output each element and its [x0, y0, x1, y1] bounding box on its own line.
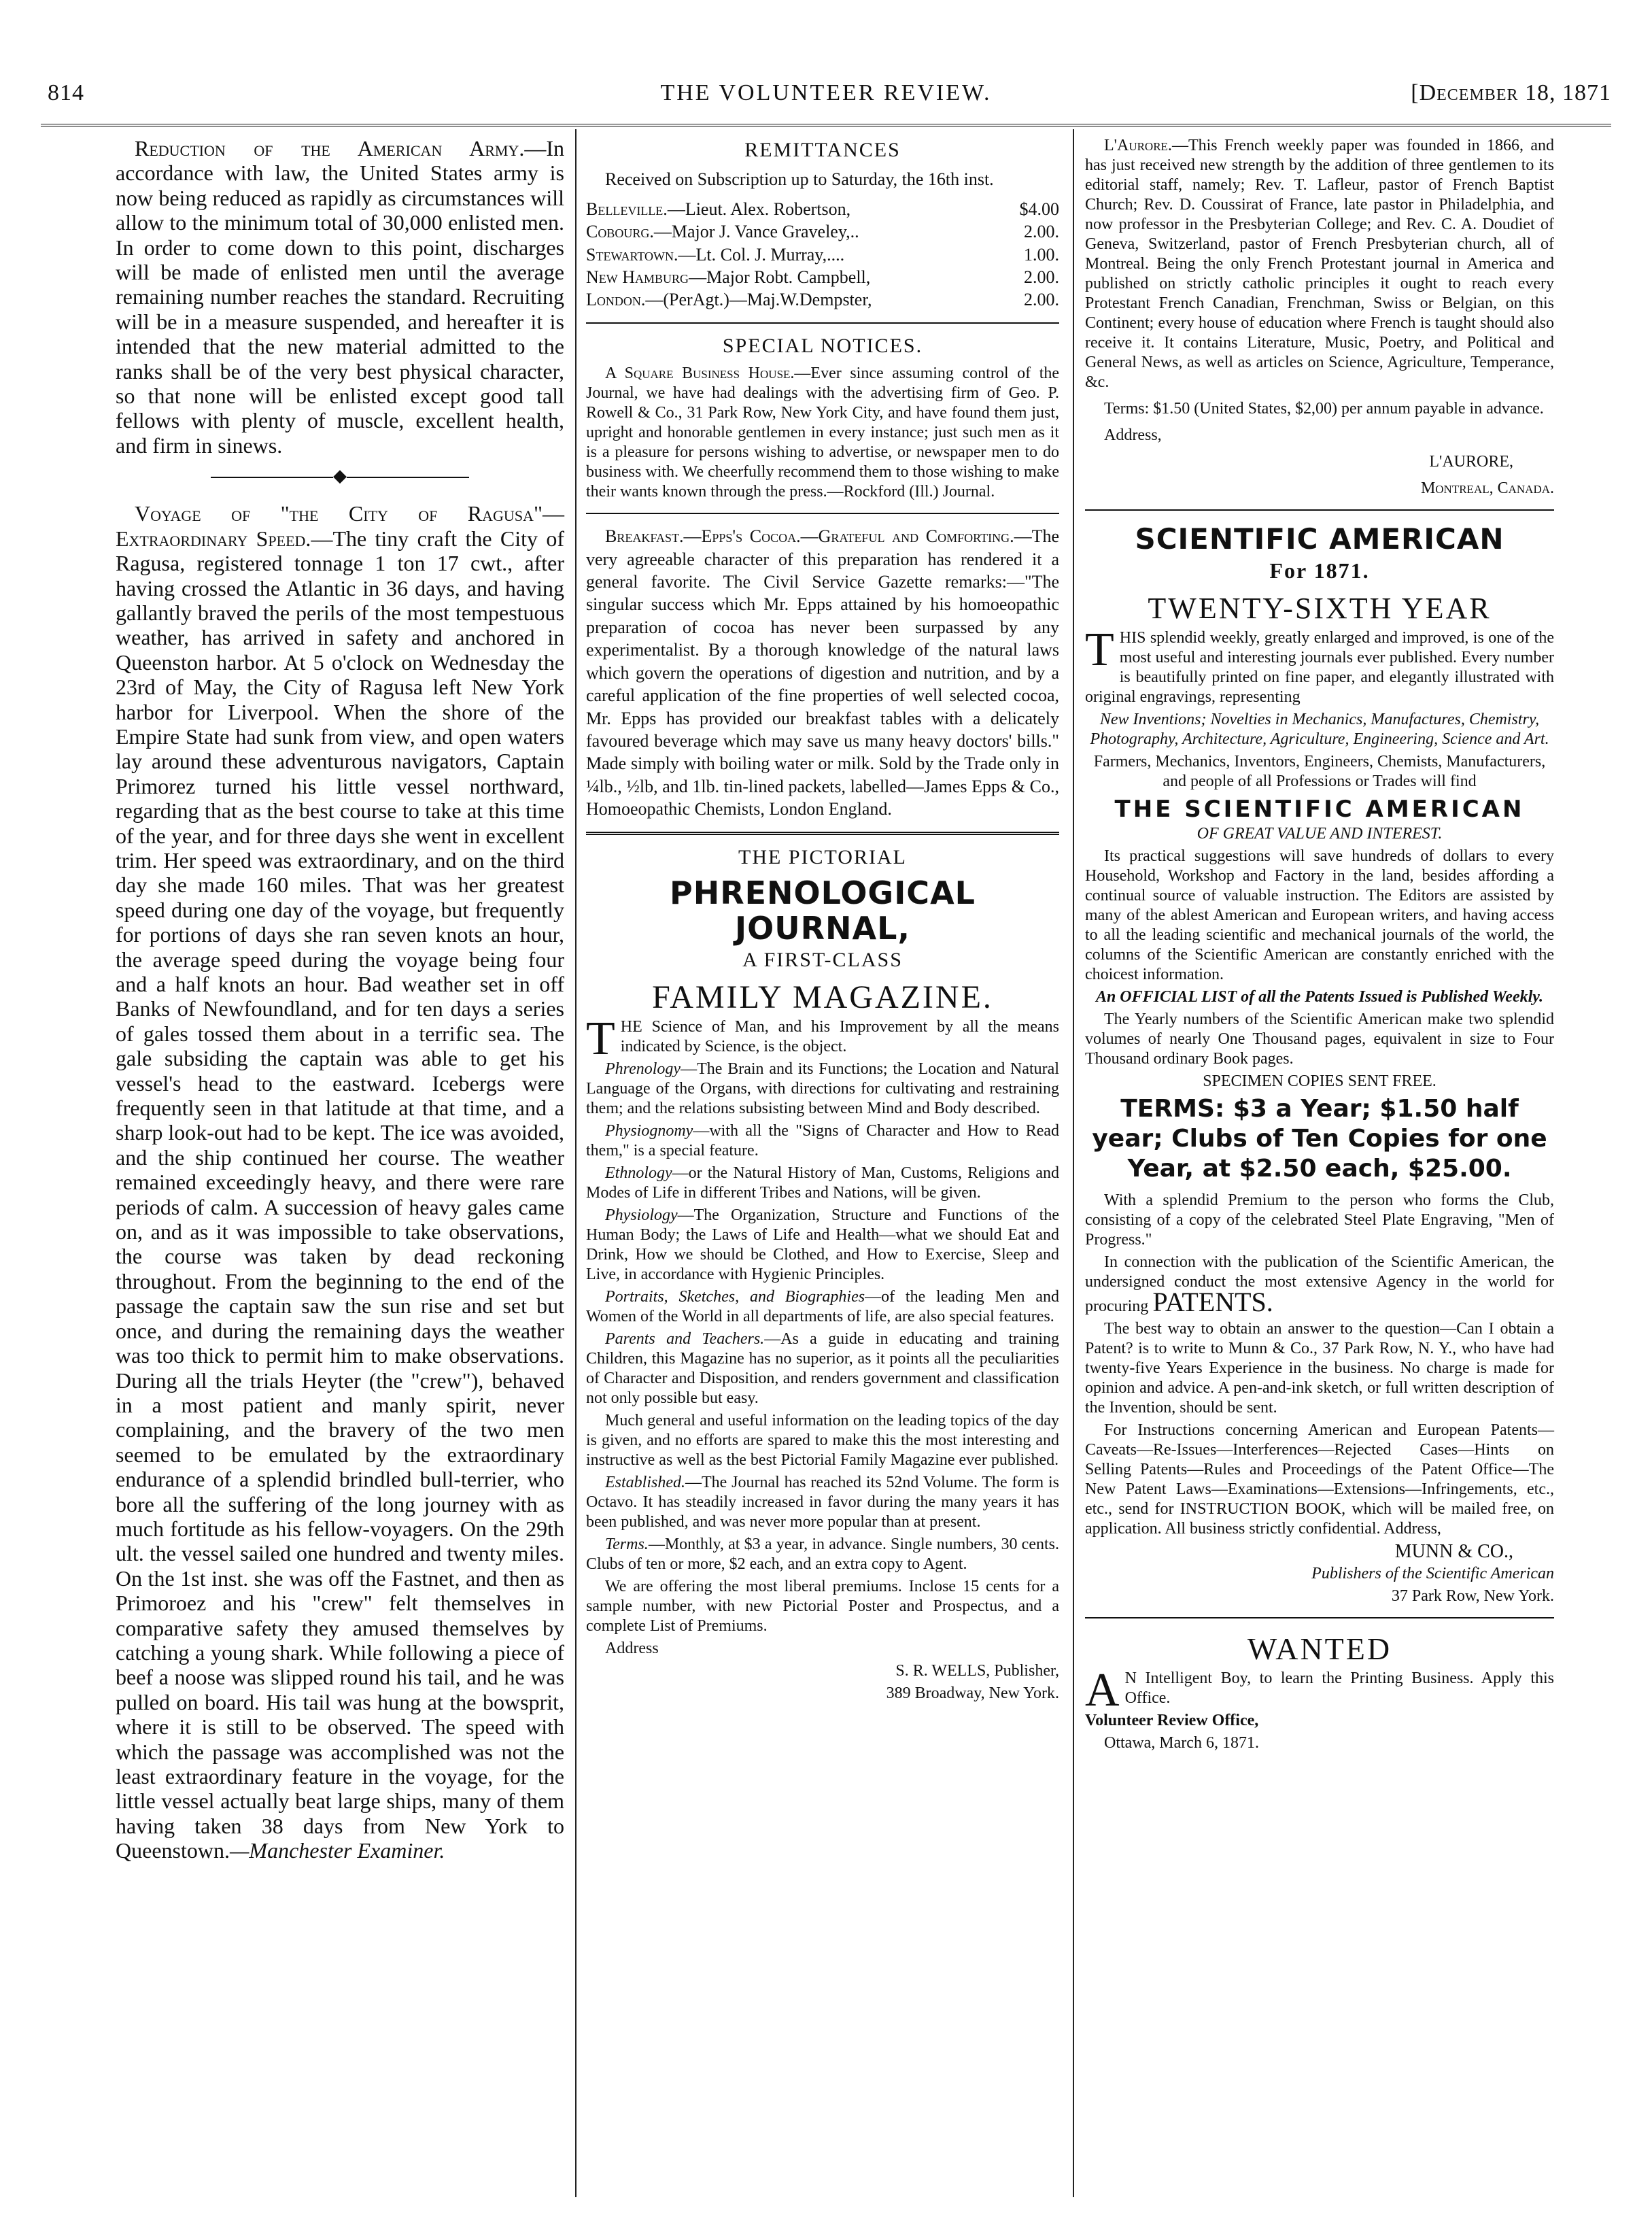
phreno-family: FAMILY MAGAZINE.: [652, 979, 993, 1016]
phreno-item: Physiognomy—with all the "Signs of Character and How to Read them," is a special feature.: [586, 1122, 1059, 1160]
remittance-row: [586, 198, 1059, 220]
phreno-sub: A FIRST-CLASS: [742, 948, 903, 971]
remittance-name: —Lt. Col. J. Murray,....: [678, 244, 845, 265]
sciam-title-2: THE SCIENTIFIC AMERICAN: [1114, 796, 1525, 824]
remittance-amount: 2.00.: [1024, 222, 1059, 242]
phreno-body: [586, 1013, 1059, 1703]
army-article: [116, 136, 564, 458]
notice-title: L'Aurore.: [1104, 137, 1172, 154]
phreno-terms: Terms.—Monthly, at $3 a year, in advance. Single numbers, 30 cents. Clubs of ten or more, $2 each, and an extra copy to Agent.: [586, 1536, 1059, 1574]
remittance-name: —Lieut. Alex. Robertson,: [667, 199, 851, 219]
notice-text: —The very agreeable character of this preparation has rendered it a general favorite. The Civil Service Gazette remarks:—"The singular success which Mr. Epps attained by his homoeopathic preparation of cocoa has never been surpassed by any experimentalist. By a thorough knowledge of the natural laws which govern the operations of digestion and nutrition, and by a careful application of the fine properties of well selected cocoa, Mr. Epps has provided our breakfast tables with a delicately favoured beverage which may save us many heavy doctors' bills." Made simply with boiling water or milk. Sold by the Trade only in ¼lb., ½lb, and 1lb. tin-lined packets, labelled—James Epps & Co., Homoeopathic Chemists, London England.: [586, 526, 1059, 819]
phreno-item: Portraits, Sketches, and Biographies—of the leading Men and Women of the World in all departments of life, are also special features.: [586, 1288, 1059, 1326]
wanted-title: WANTED: [1247, 1631, 1392, 1667]
sciam-specimen: SPECIMEN COPIES SENT FREE.: [1203, 1072, 1436, 1091]
divider: [1085, 1617, 1554, 1618]
notice-title: A Square Business House.: [605, 364, 795, 383]
article-text: —In accordance with law, the United States army is now being reduced as rapidly as circumstances will allow to the minimum total of 30,000 enlisted men. In order to come down to this point, discharges will be made of enlisted men until the average remaining number reaches the standard. Recruiting will be in a measure suspended, and hereafter it is intended that the new material admitted to the ranks shall be of the very best physical character, so that none will be enlisted except good tall fellows with plenty of muscle, excellent health, and firm in sinews.: [116, 136, 564, 458]
notice-text: —Ever since assuming control of the Journal, we have had dealings with the advertising firm of Geo. P. Rowell & Co., 31 Park Row, New York City, and have found them just, upright and honorable gentlemen in every instance; just such men as it is a pleasure for persons wishing to advertise, or newspaper men to do business with. We cheerfully recommend them to those wishing to make their wants known through the press.—Rockford (Ill.) Journal.: [586, 364, 1060, 501]
sciam-year: TWENTY-SIXTH YEAR: [1148, 592, 1492, 626]
sciam-body-2: [1085, 824, 1554, 1091]
phreno-intro: HE Science of Man, and his Improvement by all the means indicated by Science, is the object.: [620, 1018, 1059, 1056]
phreno-item: Ethnology—or the Natural History of Man, Customs, Religions and Modes of Life in different Tribes and Nations, will be given.: [586, 1164, 1059, 1202]
phreno-item: Physiology—The Organization, Structure and Functions of the Human Body; the Laws of Life and Health—what we should Eat and Drink, How we should be Clothed, and How to Exercise, Sleep and Live, in accordance with Hygienic Principles.: [586, 1206, 1059, 1284]
special-notices-heading: SPECIAL NOTICES.: [722, 334, 923, 357]
remittances-heading: REMITTANCES: [744, 139, 901, 161]
phreno-item: Phrenology—The Brain and its Functions; the Location and Natural Language of the Organs, with directions for cultivating and restraining them; and the relations subsisting between Mind and Body described.: [586, 1060, 1059, 1118]
sciam-instructions: For Instructions concerning American and European Patents—Caveats—Re-Issues—Interferences—Rejected Cases—Hints on Selling Patents—Rules and Proceedings of the Patent Office—The New Patent Laws—Examinations—Extensions—Infringements, etc., etc., send for INSTRUCTION BOOK, which will be mailed free, on application. All business strictly confidential. Address,: [1085, 1421, 1554, 1538]
drop-cap: A: [1085, 1664, 1120, 1717]
ornament-divider: ◆: [116, 467, 564, 485]
phreno-offer: We are offering the most liberal premiums. Inclose 15 cents for a sample number, with new Pictorial Poster and Prospectus, and a complete List of Premiums.: [586, 1578, 1059, 1635]
sciam-official: An OFFICIAL LIST of all the Patents Issued is Published Weekly.: [1095, 988, 1544, 1006]
square-business-notice: [586, 364, 1059, 502]
remittance-row: [586, 243, 1059, 266]
page-number: 814: [48, 80, 84, 105]
breakfast-notice: [586, 525, 1059, 820]
sciam-topics: New Inventions; Novelties in Mechanics, Manufactures, Chemistry, Photography, Architecture, Agriculture, Engineering, Science and Art.: [1090, 711, 1549, 749]
article-source: —Manchester Examiner.: [229, 1838, 445, 1863]
column-divider: [1073, 129, 1074, 2197]
phreno-publisher: S. R. WELLS, Publisher,: [895, 1662, 1059, 1680]
remittance-place: Cobourg.: [586, 222, 654, 242]
sciam-connection: In connection with the publication of the Scientific American, the undersigned conduct the most extensive Agency in the world for procuring PATENTS.: [1085, 1253, 1554, 1318]
phreno-much: Much general and useful information on the leading topics of the day is given, and no efforts are spared to make this the most interesting and instructive as well as the best Pictorial Family Magazine ever published.: [586, 1412, 1059, 1470]
remittance-row: [586, 288, 1059, 311]
divider: [1085, 509, 1554, 511]
phreno-established: Established.—The Journal has reached its 52nd Volume. The form is Octavo. It has steadily increased in favor during the many years it has been published, and was never more popular than at present.: [586, 1474, 1059, 1531]
divider: [586, 513, 1059, 514]
column-left: [116, 136, 564, 1870]
remittance-row: [586, 266, 1059, 288]
header-rule: [41, 124, 1611, 126]
munn-address: 37 Park Row, New York.: [1391, 1587, 1554, 1606]
sciam-body-3: [1085, 1191, 1554, 1606]
phreno-item: Parents and Teachers.—As a guide in educating and training Children, this Magazine has no superior, as it points all the peculiarities of Character and Disposition, and renders government and classification not only possible but easy.: [586, 1330, 1059, 1408]
phreno-address-label: Address: [605, 1640, 659, 1658]
sciam-body: [1085, 624, 1554, 792]
wanted-text: N Intelligent Boy, to learn the Printing Business. Apply this Office.: [1124, 1669, 1554, 1708]
sciam-audience: Farmers, Mechanics, Inventors, Engineers, Chemists, Manufacturers, and people of all Professions or Trades will find: [1093, 753, 1546, 791]
wanted-office: Volunteer Review Office,: [1085, 1712, 1259, 1730]
drop-cap: T: [1085, 624, 1114, 677]
sciam-practical: Its practical suggestions will save hundreds of dollars to every Household, Workshop and Factory in the land, besides affording a continual source of valuable instruction. The Editors are assisted by many of the ablest American and European writers, and having access to all the leading scientific and mechanical journals of the world, the columns of the Scientific American are constantly enriched with the choicest information.: [1085, 847, 1554, 984]
remittance-name: —Major Robt. Campbell,: [689, 267, 871, 288]
sciam-patents: PATENTS.: [1152, 1287, 1273, 1318]
ragusa-article: [116, 501, 564, 1863]
sciam-intro: HIS splendid weekly, greatly enlarged and improved, is one of the most useful and interesting journals ever published. Every number is beautifully printed on fine paper, and elegantly illustrated with original engravings, representing: [1085, 629, 1554, 707]
drop-cap: T: [586, 1013, 615, 1066]
remittance-row: [586, 220, 1059, 243]
remittance-amount: $4.00: [1019, 199, 1059, 219]
aurore-terms: Terms: $1.50 (United States, $2,00) per annum payable in advance.: [1104, 400, 1544, 418]
sciam-title: SCIENTIFIC AMERICAN: [1135, 522, 1504, 556]
aurore-notice: [1085, 136, 1554, 392]
article-text: —The tiny craft the City of Ragusa, registered tonnage 1 ton 17 cwt., after having crossed the Atlantic in 36 days, and having gallantly braved the perils of the most tempestuous weather, has arrived in safety and anchored in Queenston harbor. At 5 o'clock on Wednesday the 23rd of May, the City of Ragusa left New York harbor for Liverpool. When the shore of the Empire State had sunk from view, and open waters lay around these adventurous navigators, Captain Primorez turned his little vessel northward, regarding that as the best course to take at this time of the year, and for three days she went in excellent trim. Her speed was extraordinary, and on the third day she made 160 miles. That was her greatest speed during one day of the voyage, but frequently for portions of days she ran seven knots an hour, the average speed during the voyage being four and a half knots an hour. Bad weather set in off Banks of Newfoundland, and for ten days a series of gales tossed them about in a terrific sea. The gale subsiding the captain was able to get his vessel's head to the eastward. Icebergs were frequently seen in that latitude at that time, and a sharp look-out had to be kept. The ice was avoided, and the ship continued her course. The weather remained exceedingly heavy, and there were rare periods of calm. A succession of heavy gales came on, and as it was impossible to take observations, the course was taken by dead reckoning throughout. From the beginning to the end of the passage the captain saw the sun rise and set but once, and during the remaining days the weather was too thick to permit him to make observations. During all the trials Heyter (the "crew"), behaved in a most patient and manly spirit, never complaining, and the bravery of the two men seemed to be emulated by the extraordinary endurance of a splendid brindled bull-terrier, who bore all the suffering of the long journey with as much fortitude as his fellow-voyagers. On the 29th ult. the vessel sailed one hundred and twenty miles. On the 1st inst. she was off the Fastnet, and then as Primoroez and his "crew" felt themselves in comparative safety they amused themselves by catching a young shark. While following a piece of beef a noose was slipped round his tail, and he was pulled on board. His tail was hung at the bowsprit, where it is still to be observed. The speed with which the passage was accomplished was not the least extraordinary feature in the voyage, for the little vessel actually beat large ships, many of them having taken 38 days from New York to Queenstown.: [116, 526, 564, 1863]
newspaper-title: THE VOLUNTEER REVIEW.: [660, 80, 992, 105]
sciam-for: For 1871.: [1269, 558, 1370, 583]
issue-date: [December 18, 1871: [1411, 80, 1611, 105]
article-title: Voyage of "the City of Ragusa"—Extraordinary Speed.: [116, 501, 564, 551]
article-title: Reduction of the American Army.: [135, 136, 525, 160]
column-right: [1085, 136, 1554, 1756]
munn-name: MUNN & CO.,: [1394, 1541, 1513, 1563]
remittance-place: Belleville.: [586, 199, 668, 219]
notice-title: Breakfast.—Epps's Cocoa.—Grateful and Comforting.: [605, 526, 1014, 547]
wanted-date: Ottawa, March 6, 1871.: [1104, 1734, 1259, 1752]
remittance-place: London.: [586, 290, 646, 310]
page-header: [41, 80, 1611, 121]
remittance-place: Stewartown.: [586, 244, 678, 265]
wanted-body: [1085, 1664, 1554, 1753]
sciam-bestway: The best way to obtain an answer to the question—Can I obtain a Patent? is to write to Munn & Co., 37 Park Row, N. Y., who have had twenty-five Years Experience in the business. No charge is made for opinion and advice. A pen-and-ink sketch, or full written description of the Invention, should be sent.: [1085, 1320, 1554, 1417]
notice-text: —This French weekly paper was founded in 1866, and has just received new strength by the addition of three gentlemen to its editorial staff, namely; Rev. T. Lafleur, pastor of French Baptist Church; Rev. D. Coussirat of France, late pastor in Philadelphia, and now professor in the Presbyterian College; and Rev. C. A. Doudiet of Geneva, Switzerland, pastor of French Presbyterian church, all of Montreal. Being the only French Protestant journal in America and published on strictly catholic principles it ought to reach every Protestant French Canadian, Frenchman, Swiss or Belgian, on this Continent; every house of education where French is taught should also receive it. It contains Literature, Music, Poetry, and Political and General News, as well as articles on Science, Agriculture, Temperance, &c.: [1085, 137, 1554, 391]
column-middle: [586, 136, 1059, 1706]
phreno-title: PHRENOLOGICAL JOURNAL,: [670, 874, 976, 947]
remittance-amount: 2.00.: [1024, 267, 1059, 288]
remittance-amount: 1.00.: [1024, 244, 1059, 265]
column-divider: [575, 129, 577, 2197]
remittance-name: —Major J. Vance Graveley,..: [653, 222, 859, 242]
remittances-intro: Received on Subscription up to Saturday, the 16th inst.: [605, 169, 994, 190]
remittances-list: [586, 198, 1059, 311]
munn-sub: Publishers of the Scientific American: [1311, 1565, 1554, 1583]
phreno-pre: THE PICTORIAL: [738, 845, 907, 868]
phreno-publisher-address: 389 Broadway, New York.: [886, 1684, 1059, 1703]
sciam-terms: TERMS: $3 a Year; $1.50 half year; Clubs of Ten Copies for one Year, at $2.50 each, $25.00.: [1092, 1095, 1547, 1183]
sciam-great: OF GREAT VALUE AND INTEREST.: [1197, 825, 1443, 843]
aurore-signature: L'AURORE,: [1429, 453, 1513, 471]
remittance-name: —(PerAgt.)—Maj.W.Dempster,: [645, 290, 872, 310]
aurore-address: Address,: [1104, 426, 1162, 444]
remittance-amount: 2.00.: [1024, 290, 1059, 310]
sciam-premium: With a splendid Premium to the person who forms the Club, consisting of a copy of the celebrated Steel Plate Engraving, "Men of Progress.": [1085, 1191, 1554, 1249]
divider: [586, 322, 1059, 324]
aurore-location: Montreal, Canada.: [1420, 479, 1554, 497]
divider: [586, 832, 1059, 835]
remittance-place: New Hamburg: [586, 267, 689, 288]
sciam-yearly: The Yearly numbers of the Scientific American make two splendid volumes of nearly One Thousand pages, equivalent in size to Four Thousand ordinary Book pages.: [1085, 1011, 1554, 1068]
